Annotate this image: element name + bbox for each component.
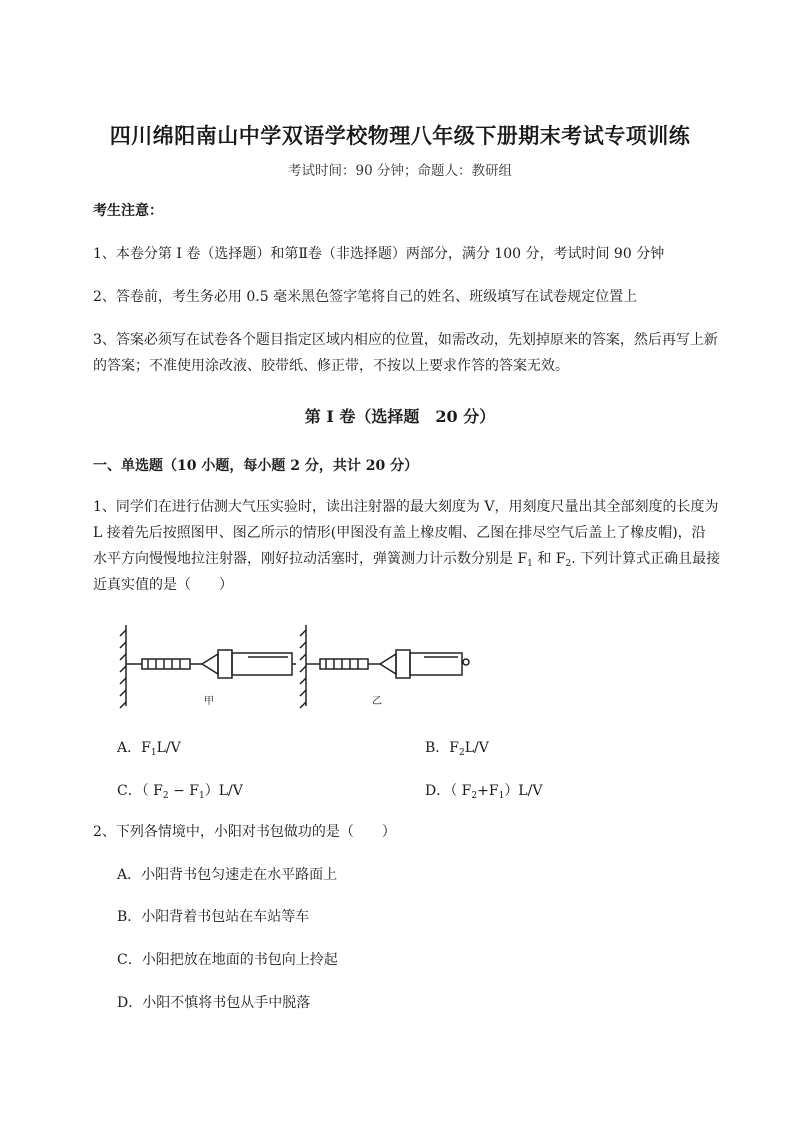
q1-option-b[interactable]: B．$F_2L/V$ — [425, 740, 489, 758]
q2-option-b[interactable]: B．小阳背着书包站在车站等车 — [117, 909, 310, 925]
q1-option-d[interactable]: D．（ $F_2+F_1)L/V$ — [425, 783, 543, 801]
notice-heading: 考生注意： — [93, 203, 163, 219]
exam-meta: 考试时间：90 分钟；命题人：教研组 — [288, 163, 512, 179]
q2-option-c[interactable]: C．小阳把放在地面的书包向上拎起 — [117, 952, 338, 968]
syringe-figure — [118, 620, 474, 710]
q2-stem: 2、下列各情境中，小阳对书包做功的是（ ） — [93, 824, 396, 840]
part-heading: 一、单选题（10 小题，每小题 2 分，共计 20 分） — [93, 458, 419, 474]
q1-line-1: 1、同学们在进行估测大气压实验时，读出注射器的最大刻度为 V，用刻度尺量出其全部刻度的长度为 — [93, 499, 719, 515]
q1-option-c[interactable]: C．（ $F_2 - F_1)L/V$ — [117, 783, 243, 801]
section-title: 第 I 卷（选择题 20 分） — [304, 407, 496, 426]
figure-label-jia: 甲 — [204, 696, 214, 707]
notice-item-3-line-1: 3、答案必须写在试卷各个题目指定区域内相应的位置，如需改动，先划掉原来的答案，然后再写上新 — [93, 332, 718, 348]
q1-line-2: L 接着先后按照图甲、图乙所示的情形(甲图没有盖上橡皮帽、乙图在排尽空气后盖上了橡皮帽)，沿 — [93, 525, 706, 541]
q1-line-3: 水平方向慢慢地拉注射器，刚好拉动活塞时，弹簧测力计示数分别是 $F_1$ 和 $F_2$. 下列计算式正确且最接 — [93, 551, 721, 569]
q2-option-d[interactable]: D．小阳不慎将书包从手中脱落 — [117, 995, 311, 1011]
notice-item-1: 1、本卷分第 I 卷（选择题）和第Ⅱ卷（非选择题）两部分，满分 100 分，考试时间 90 分钟 — [93, 246, 665, 262]
q1-option-a[interactable]: A．$F_1L/V$ — [117, 740, 181, 758]
figure-label-yi: 乙 — [372, 696, 382, 707]
q2-option-a[interactable]: A．小阳背书包匀速走在水平路面上 — [117, 867, 338, 883]
page-title: 四川绵阳南山中学双语学校物理八年级下册期末考试专项训练 — [109, 123, 691, 148]
notice-item-2: 2、答卷前，考生务必用 0.5 毫米黑色签字笔将自己的姓名、班级填写在试卷规定位置上 — [93, 289, 638, 305]
notice-item-3-line-2: 的答案；不准使用涂改液、胶带纸、修正带，不按以上要求作答的答案无效。 — [93, 358, 569, 374]
q1-line-4: 近真实值的是（ ） — [93, 577, 233, 593]
